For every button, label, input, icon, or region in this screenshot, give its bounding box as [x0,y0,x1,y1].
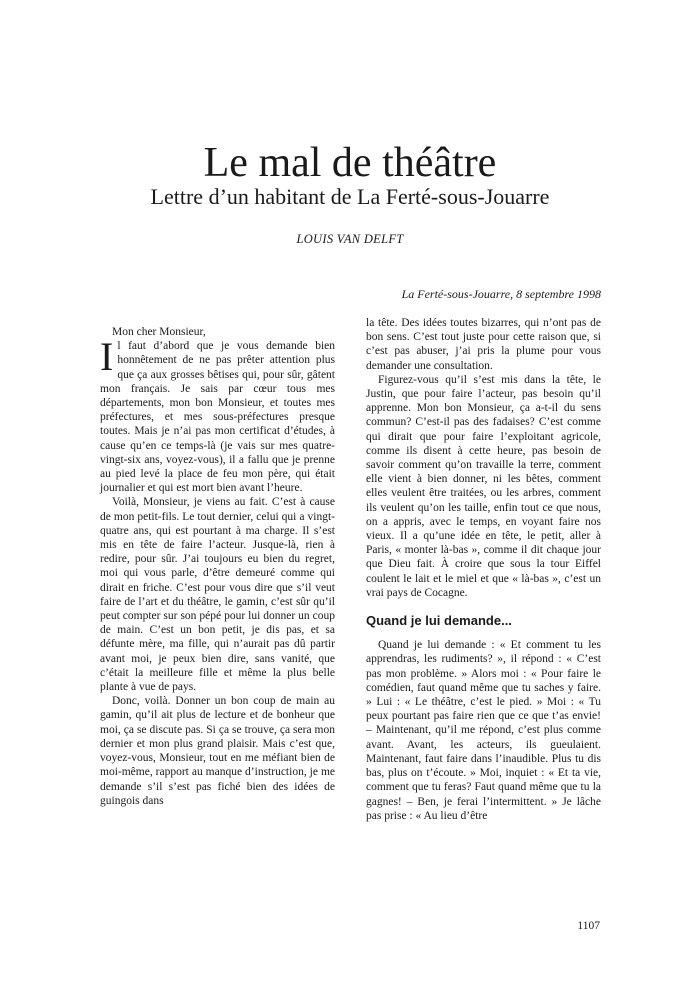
body-paragraph: Quand je lui demande : « Et comment tu les apprendras, les rudiments? », il répond : « C’est pas mon problème. » Alors moi : « Pour faire le comédien, faut quand même que tu saches y faire. » Lui : « Le théâtre, c’est le pied. » Moi : « Tu peux pourtant pas faire rien que ce que t’as envie! – Maintenant, qu’il me répond, c’est plus comme avant. Avant, les acteurs, ils gueulaient. Maintenant, faut faire dans l’inaudible. Plus tu dis bas, plus on t’écoute. » Moi, inquiet : « Et ta vie, comment que tu feras? Faut quand même que tu la gagnes! – Ben, je ferai l’intermittent. » Je lâche pas prise : « Au lieu d’être [366,639,601,822]
salutation: Mon cher Monsieur, [112,326,206,338]
article-title: Le mal de théâtre [203,140,497,186]
paragraph-text: l faut d’abord que je vous demande bien honnêtement de ne pas prêter attention plus que ça aux grosses bêtises qui, pour sûr, gâtent mon français. Je sais par cœur tous mes départements, mon bon Monsieur, et toutes mes préfectures, et mes sous-préfectures presque toutes. Mais je n’ai pas mon certificat d’études, à cause qu’en ce temps-là (je vais sur mes quatre-vingt-six ans, voyez-vous), il a fallu que je prenne au pied levé la place de feu mon père, qui était journalier et qui est mort bien avant l’heure. [100,340,335,495]
drop-cap: I [100,334,114,380]
left-column [100,325,335,808]
body-paragraph: Voilà, Monsieur, je viens au fait. C’est à cause de mon petit-fils. Le tout dernier, celui qui a vingt-quatre ans, qui est pourtant à ma charge. Il s’est mis en tête de faire l’acteur. Jusque-là, rien à redire, pour sûr. J’ai toujours eu bien du regret, moi qui vous parle, d’être demeuré comme qui dirait en friche. C’est pour vous dire que s’il veut faire de l’art et du théâtre, le gamin, c’est sûr qu’il peut compter sur son pépé pour lui donner un coup de main. C’est un bon petit, je dis pas, et sa défunte mère, ma fille, qui n’aurait pas dû partir avant moi, je peux bien dire, sans vanité, que c’était la meilleure fille et même la plus belle plante à vue de pays. [100,496,335,694]
letter-dateline: La Ferté-sous-Jouarre, 8 septembre 1998 [401,287,601,301]
body-paragraph: Figurez-vous qu’il s’est mis dans la tête, le Justin, que pour faire l’acteur, pas besoin qu’il apprenne. Mon bon Monsieur, ça a-t-il du sens commun? C’est-il pas des fadaises? C’est comme qui dirait que pour faire l’exploitant agricole, comme ils disent à cette heure, pas besoin de savoir comment qu’on travaille la terre, comment elle vient à bien donner, ni les bêtes, comment elles veulent être traitées, ou les arbres, comment ils veulent qu’on les taille, enfin tout ce que nous, on a appris, avec le temps, en voyant faire nos vieux. Il a qu’une idée en tête, le petit, aller à Paris, « monter là-bas », comme il dit chaque jour que Dieu fait. À croire que sous la tour Eiffel coulent le lait et le miel et que « là-bas », c’est un vrai pays de Cocagne. [366,373,601,599]
section-heading: Quand je lui demande... [366,613,512,629]
author-name: LOUIS VAN DELFT [296,232,404,246]
body-paragraph: Donc, voilà. Donner un bon coup de main au gamin, qu’il ait plus de lecture et de bonheur que moi, ça se discute pas. Si ça se trouve, ça sera mon dernier et mon plus grand plaisir. Mais c’est que, voyez-vous, Monsieur, tout en me méfiant bien de moi-même, rapport au manque d’instruction, je me demande s’il s’est pas fiché bien des idées de guingois dans [100,695,335,807]
body-paragraph [100,334,335,495]
article-subtitle: Lettre d’un habitant de La Ferté-sous-Jouarre [150,184,550,209]
body-paragraph: la tête. Des idées toutes bizarres, qui n’ont pas de bon sens. C’est tout juste pour cette raison que, si c’est pas abuser, j’ai pris la plume pour vous demander une consultation. [366,317,601,372]
right-column [366,316,601,823]
page-number: 1107 [577,920,600,932]
